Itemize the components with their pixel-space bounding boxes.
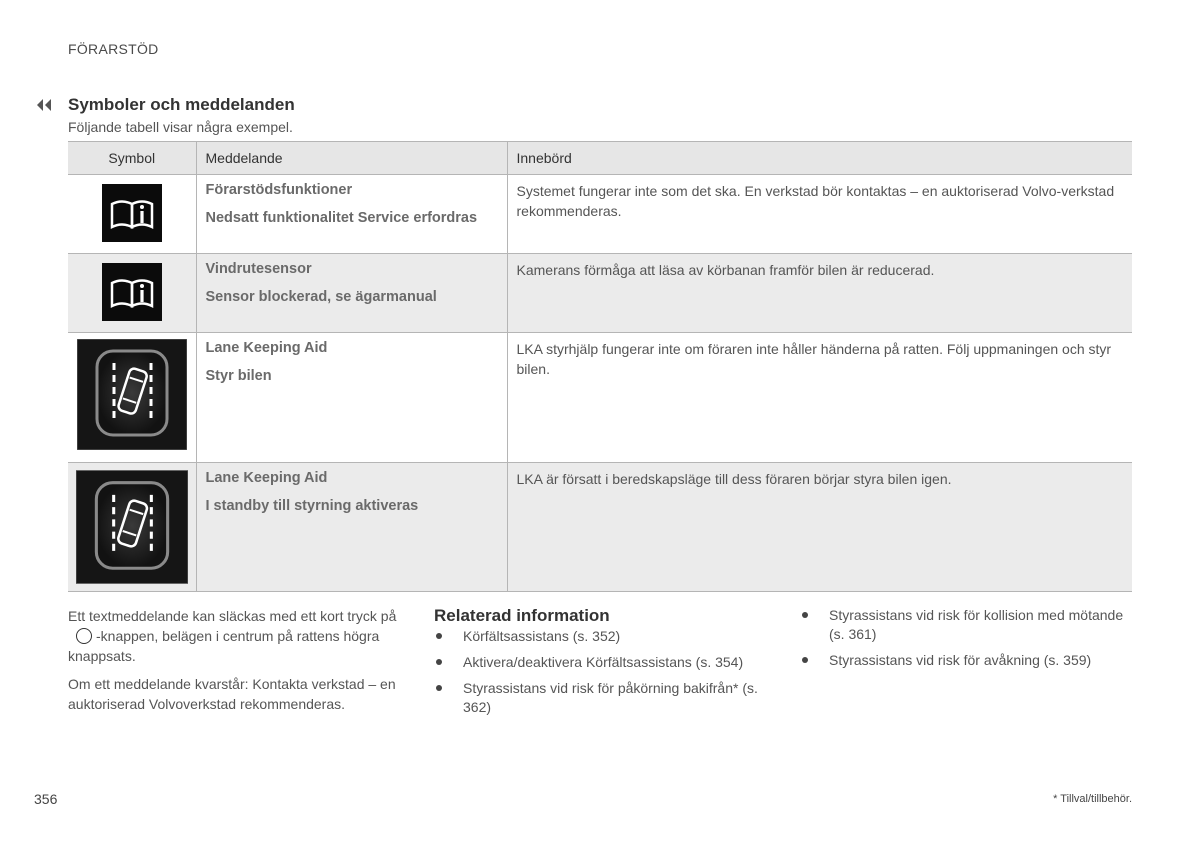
message-cell	[196, 333, 507, 463]
message-cell	[196, 175, 507, 254]
column-header-meaning: Innebörd	[507, 142, 1132, 175]
page-number: 356	[34, 791, 58, 807]
column-header-symbol: Symbol	[68, 142, 196, 175]
table-row	[68, 463, 1132, 592]
related-information-continued	[800, 606, 1130, 677]
symbol-cell	[68, 254, 196, 333]
symbol-cell	[68, 175, 196, 254]
meaning-cell: LKA styrhjälp fungerar inte om föraren inte håller händerna på ratten. Följ uppmaningen och styr bilen.	[507, 333, 1132, 463]
meaning-cell: Systemet fungerar inte som det ska. En verkstad bör kontaktas – en auktoriserad Volvo-verkstad rekommenderas.	[507, 175, 1132, 254]
symbol-cell	[68, 463, 196, 592]
book-info-icon	[102, 184, 162, 242]
related-link[interactable]: Styrassistans vid risk för avåkning (s. 359)	[800, 651, 1130, 670]
back-arrows-icon[interactable]	[36, 99, 52, 111]
related-link[interactable]: Körfältsassistans (s. 352)	[434, 627, 774, 646]
section-header: FÖRARSTÖD	[68, 41, 159, 57]
related-link[interactable]: Styrassistans vid risk för påkörning bakifrån* (s. 362)	[434, 679, 774, 717]
table-row	[68, 254, 1132, 333]
lane-keeping-aid-icon	[77, 339, 187, 450]
symbol-cell	[68, 333, 196, 463]
related-heading: Relaterad information	[434, 606, 610, 625]
intro-text: Följande tabell visar några exempel.	[68, 119, 293, 135]
meaning-cell: LKA är försatt i beredskapsläge till dess föraren börjar styra bilen igen.	[507, 463, 1132, 592]
message-text: Sensor blockerad, se ägarmanual	[205, 289, 437, 305]
table-row	[68, 333, 1132, 463]
table-header-row	[68, 142, 1132, 175]
symbols-table	[68, 141, 1132, 592]
footnote: * Tillval/tillbehör.	[1053, 793, 1132, 805]
related-list	[800, 606, 1130, 670]
message-cell	[196, 254, 507, 333]
column-header-message: Meddelande	[196, 142, 507, 175]
table-row	[68, 175, 1132, 254]
ring-button-icon	[76, 628, 92, 644]
message-text: I standby till styrning aktiveras	[205, 498, 419, 514]
body-text-part: Ett textmeddelande kan släckas med ett kort tryck på	[68, 608, 397, 624]
message-title: Vindrutesensor	[205, 261, 312, 277]
meaning-cell: Kamerans förmåga att läsa av körbanan framför bilen är reducerad.	[507, 254, 1132, 333]
page-title: Symboler och meddelanden	[68, 95, 295, 114]
body-paragraph	[68, 606, 408, 666]
message-text: Nedsatt funktionalitet Service erfordras	[205, 210, 478, 226]
body-text	[68, 606, 408, 714]
related-link[interactable]: Styrassistans vid risk för kollision med mötande (s. 361)	[800, 606, 1130, 644]
message-title: Förarstödsfunktioner	[205, 182, 353, 198]
lane-keeping-aid-icon	[76, 470, 188, 584]
message-title: Lane Keeping Aid	[205, 470, 328, 486]
message-cell	[196, 463, 507, 592]
related-list	[434, 627, 774, 717]
message-text: Styr bilen	[205, 368, 272, 384]
book-info-icon	[102, 263, 162, 321]
message-title: Lane Keeping Aid	[205, 340, 328, 356]
body-text-part: -knappen, belägen i centrum på rattens högra knappsats.	[68, 628, 380, 664]
body-paragraph: Om ett meddelande kvarstår: Kontakta verkstad – en auktoriserad Volvoverkstad rekommenderas.	[68, 676, 396, 712]
related-information	[434, 605, 774, 724]
related-link[interactable]: Aktivera/deaktivera Körfältsassistans (s. 354)	[434, 653, 774, 672]
